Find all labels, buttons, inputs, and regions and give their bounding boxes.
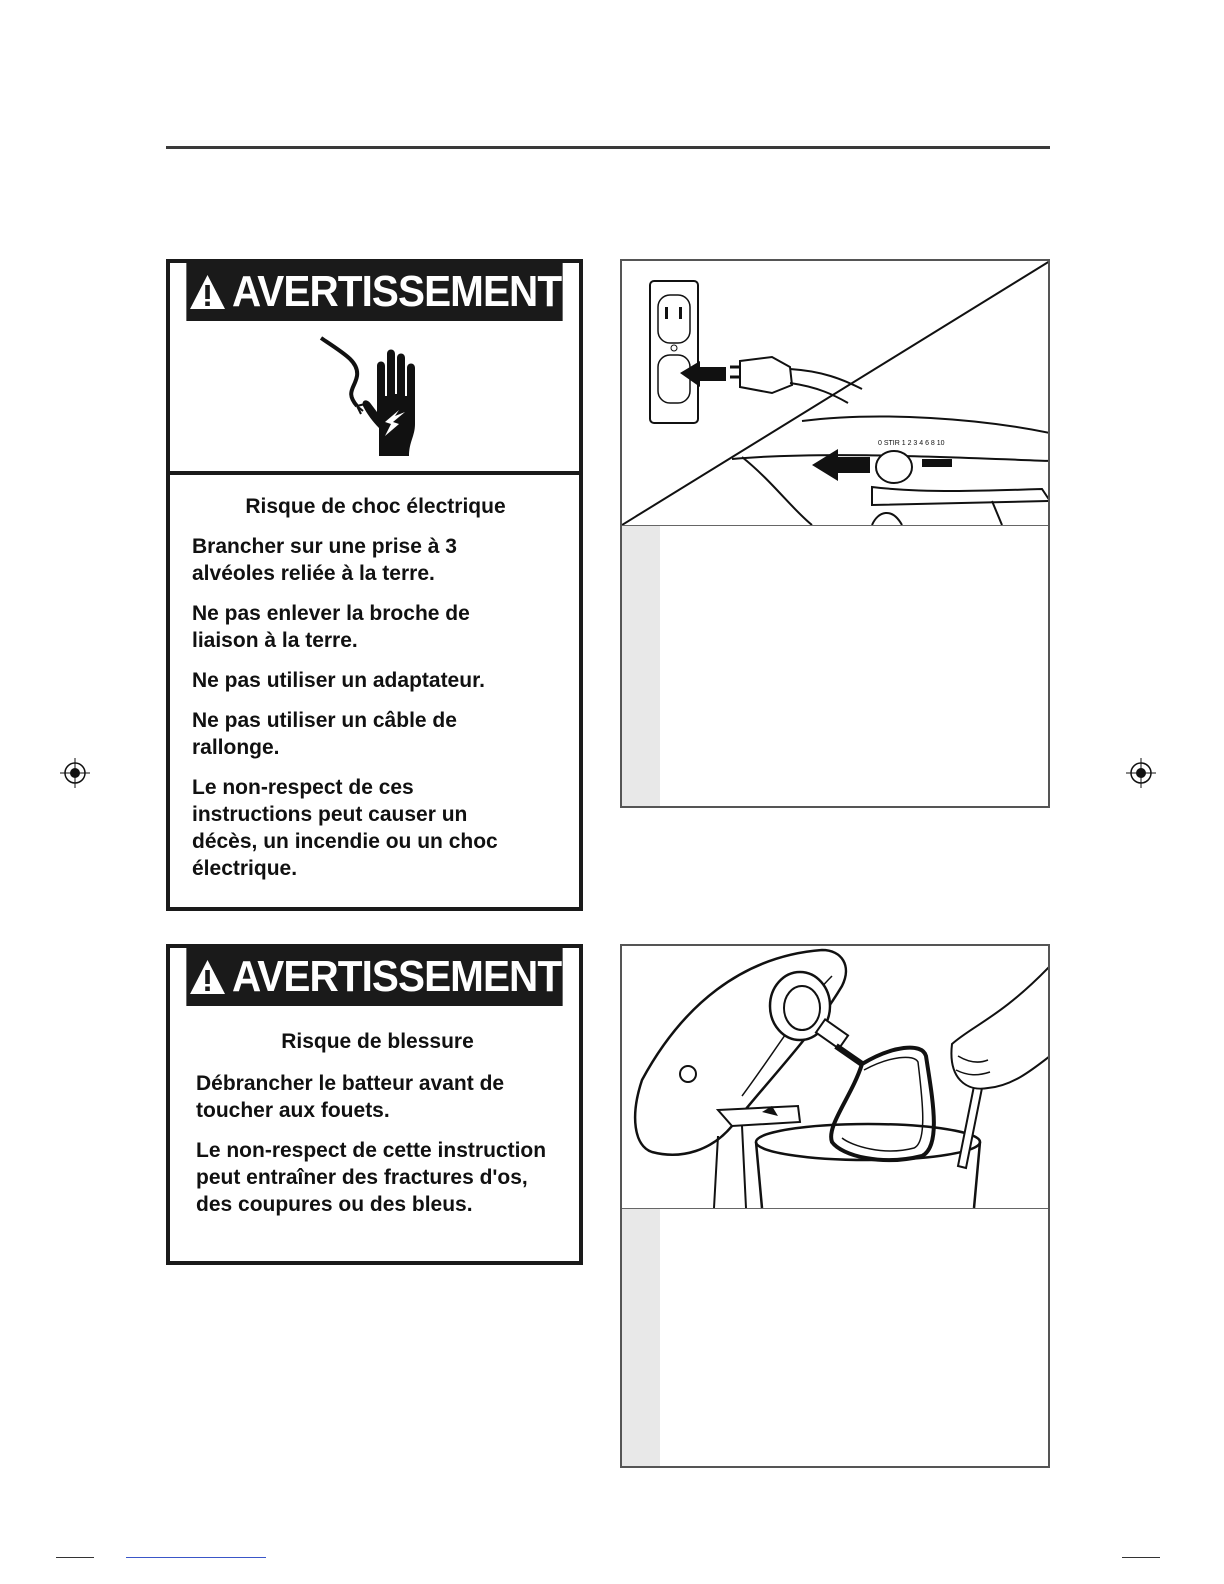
crop-line	[126, 1557, 266, 1558]
speed-labels: 0 STIR 1 2 3 4 6 8 10	[878, 440, 945, 447]
warning-title: AVERTISSEMENT	[232, 952, 562, 1001]
warning-title: AVERTISSEMENT	[232, 267, 562, 316]
warning-box-electric-shock	[166, 259, 583, 911]
warning-item: Ne pas utiliser un câble de rallonge.	[192, 709, 457, 759]
crop-line	[1122, 1557, 1160, 1558]
warning-item: Le non-respect de cette instruction peut entraîner des fractures d'os, des coupures ou des bleus.	[196, 1139, 547, 1216]
panel-text-strip	[622, 526, 660, 806]
icon-cell	[170, 321, 579, 475]
warning-item: Brancher sur une prise à 3 alvéoles reliée à la terre.	[192, 535, 457, 585]
electric-shock-hand-icon	[315, 332, 435, 460]
warning-box-injury	[166, 944, 583, 1265]
warning-body	[170, 475, 579, 905]
warning-item: Le non-respect de ces instructions peut causer un décès, un incendie ou un choc électrique.	[192, 776, 498, 880]
warning-body	[170, 1006, 579, 1241]
warning-header	[186, 263, 562, 321]
warning-subtitle: Risque de blessure	[281, 1030, 474, 1053]
top-rule	[166, 146, 1050, 149]
panel-text-strip	[622, 1209, 660, 1466]
warning-item: Ne pas utiliser un adaptateur.	[192, 669, 485, 692]
registration-mark-icon	[60, 758, 90, 788]
mixer-beater-illustration	[622, 946, 1048, 1208]
illustration-panel-plug	[620, 259, 1050, 808]
plug-illustration	[622, 261, 1048, 526]
warning-item: Ne pas enlever la broche de liaison à la terre.	[192, 602, 470, 652]
warning-subtitle: Risque de choc électrique	[245, 495, 506, 518]
warning-item: Débrancher le batteur avant de toucher aux fouets.	[196, 1072, 505, 1122]
plug-outlet-illustration	[622, 261, 1048, 525]
warning-triangle-icon	[188, 273, 227, 311]
beater-illustration	[622, 946, 1048, 1209]
warning-triangle-icon	[188, 958, 227, 996]
registration-mark-icon	[1126, 758, 1156, 788]
warning-header	[186, 948, 562, 1006]
illustration-panel-beater	[620, 944, 1050, 1468]
crop-line	[56, 1557, 94, 1558]
